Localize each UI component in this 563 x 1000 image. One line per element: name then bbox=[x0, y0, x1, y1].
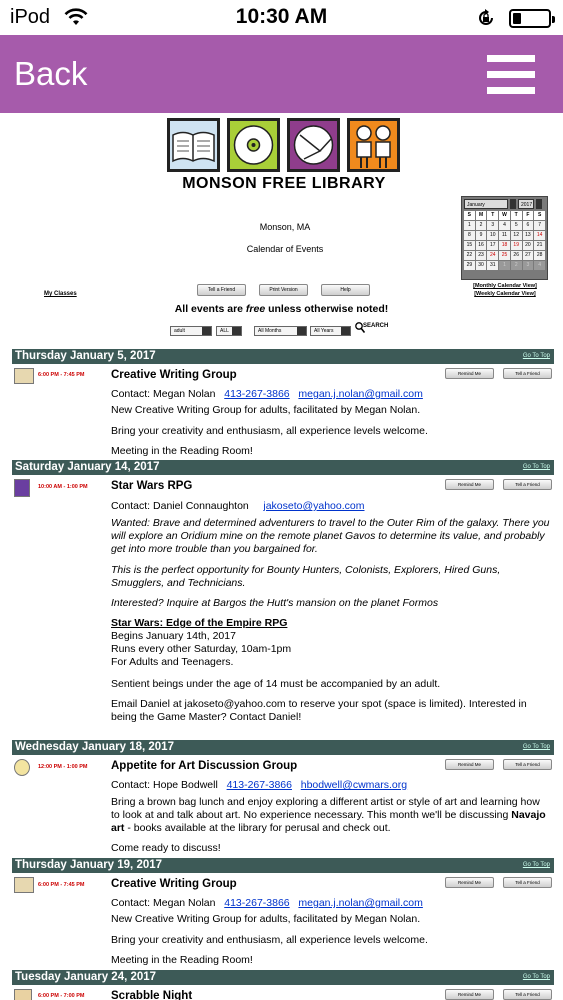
calendar-day[interactable]: 11 bbox=[499, 231, 510, 240]
phone-link[interactable]: 413-267-3866 bbox=[224, 388, 290, 400]
calendar-day[interactable]: 4 bbox=[534, 261, 545, 270]
tell-friend-button[interactable]: Tell a Friend bbox=[503, 877, 552, 888]
calendar-day[interactable]: 17 bbox=[487, 241, 498, 250]
calendar-day[interactable]: 30 bbox=[476, 261, 487, 270]
calendar-day[interactable]: 1 bbox=[464, 221, 475, 230]
calendar-day[interactable]: 5 bbox=[511, 221, 522, 230]
email-link[interactable]: hbodwell@cwmars.org bbox=[300, 779, 408, 791]
carrier-label: iPod bbox=[10, 6, 51, 28]
remind-me-button[interactable]: Remind Me bbox=[445, 368, 494, 379]
event-description: Sentient beings under the age of 14 must be accompanied by an adult. bbox=[111, 678, 441, 690]
tell-friend-button[interactable]: Tell a Friend bbox=[503, 368, 552, 379]
go-to-top-link[interactable]: Go To Top bbox=[522, 744, 550, 750]
calendar-day-header: S bbox=[534, 211, 545, 220]
calendar-day[interactable]: 20 bbox=[523, 241, 534, 250]
event-contact: Contact: Hope Bodwell 413-267-3866 hbodwell@cwmars.org bbox=[111, 779, 408, 791]
event-description: Meeting in the Reading Room! bbox=[111, 954, 253, 966]
tell-friend-button[interactable]: Tell a Friend bbox=[503, 479, 552, 490]
battery-icon bbox=[509, 9, 551, 28]
back-button[interactable]: Back bbox=[14, 55, 88, 92]
library-logo[interactable] bbox=[167, 118, 401, 190]
event-date: Thursday January 19, 2017 bbox=[15, 859, 163, 871]
go-to-top-link[interactable]: Go To Top bbox=[522, 974, 550, 980]
calendar-day[interactable]: 16 bbox=[476, 241, 487, 250]
next-month-icon[interactable] bbox=[536, 199, 542, 209]
event-description: Meeting in the Reading Room! bbox=[111, 445, 253, 457]
event-time: 6:00 PM - 7:45 PM bbox=[38, 372, 85, 378]
event-date-header bbox=[12, 460, 554, 475]
calendar-day[interactable]: 14 bbox=[534, 231, 545, 240]
event-title[interactable]: Scrabble Night bbox=[111, 990, 193, 1000]
months-select[interactable]: All Months bbox=[254, 326, 307, 336]
city-label: Monson, MA bbox=[259, 222, 311, 232]
remind-me-button[interactable]: Remind Me bbox=[445, 479, 494, 490]
event-description: This is the perfect opportunity for Bounty Hunters, Colonists, Explorers, Hired Guns, Smugglers, and Technicians. bbox=[111, 564, 501, 589]
calendar-day-header: W bbox=[499, 211, 510, 220]
event-date-header bbox=[12, 858, 554, 873]
game-icon bbox=[14, 479, 30, 497]
calendar-day[interactable]: 31 bbox=[487, 261, 498, 270]
calendar-day[interactable]: 18 bbox=[499, 241, 510, 250]
library-name: MONSON FREE LIBRARY bbox=[182, 175, 386, 192]
event-description: Email Daniel at jakoseto@yahoo.com to reserve your spot (space is limited). Interested in being the Game Master? Contact Daniel! bbox=[111, 698, 527, 723]
calendar-day[interactable]: 3 bbox=[487, 221, 498, 230]
calendar-day[interactable]: 10 bbox=[487, 231, 498, 240]
calendar-day[interactable]: 3 bbox=[523, 261, 534, 270]
calendar-grid bbox=[464, 211, 545, 270]
event-date: Saturday January 14, 2017 bbox=[15, 461, 160, 473]
event-contact: Contact: Megan Nolan 413-267-3866 megan.j.nolan@gmail.com bbox=[111, 388, 423, 400]
calendar-day[interactable]: 1 bbox=[499, 261, 510, 270]
event-time: 6:00 PM - 7:00 PM bbox=[38, 993, 85, 999]
calendar-day[interactable]: 9 bbox=[476, 231, 487, 240]
event-date-header bbox=[12, 970, 554, 985]
calendar-day[interactable]: 23 bbox=[476, 251, 487, 260]
event-contact: Contact: Megan Nolan 413-267-3866 megan.j.nolan@gmail.com bbox=[111, 897, 423, 909]
scrabble-tile-icon bbox=[14, 989, 32, 1000]
globe-icon bbox=[287, 118, 340, 172]
event-date: Wednesday January 18, 2017 bbox=[15, 741, 174, 753]
remind-me-button[interactable]: Remind Me bbox=[445, 989, 494, 1000]
monthly-calendar-link[interactable]: [Monthly Calendar View] bbox=[473, 283, 537, 289]
phone-link[interactable]: 413-267-3866 bbox=[226, 779, 292, 791]
disc-icon bbox=[227, 118, 280, 172]
event-date-header bbox=[12, 349, 554, 364]
event-date-header bbox=[12, 740, 554, 755]
status-bar bbox=[0, 0, 563, 35]
calendar-day-header: T bbox=[511, 211, 522, 220]
phone-link[interactable]: 413-267-3866 bbox=[224, 897, 290, 909]
calendar-day[interactable]: 2 bbox=[476, 221, 487, 230]
typewriter-icon bbox=[14, 877, 34, 893]
event-description: Star Wars: Edge of the Empire RPG Begins January 14th, 2017 Runs every other Saturday, 10am-1pm For Adults and Teenagers. bbox=[111, 617, 292, 668]
calendar-day[interactable]: 12 bbox=[511, 231, 522, 240]
mini-calendar bbox=[461, 196, 548, 280]
email-link[interactable]: megan.j.nolan@gmail.com bbox=[298, 388, 423, 400]
go-to-top-link[interactable]: Go To Top bbox=[522, 862, 550, 868]
audience-select[interactable]: adult bbox=[170, 326, 212, 336]
event-time: 6:00 PM - 7:45 PM bbox=[38, 882, 85, 888]
palette-icon bbox=[14, 759, 30, 776]
calendar-day[interactable]: 26 bbox=[511, 251, 522, 260]
calendar-day-header: M bbox=[476, 211, 487, 220]
event-description: Come ready to discuss! bbox=[111, 842, 221, 854]
clock: 10:30 AM bbox=[235, 5, 328, 28]
page-title: Calendar of Events bbox=[246, 244, 324, 254]
go-to-top-link[interactable]: Go To Top bbox=[522, 464, 550, 470]
event-description: Bring your creativity and enthusiasm, all experience levels welcome. bbox=[111, 934, 428, 946]
calendar-day[interactable]: 25 bbox=[499, 251, 510, 260]
event-description: New Creative Writing Group for adults, facilitated by Megan Nolan. bbox=[111, 404, 421, 416]
search-label[interactable]: SEARCH bbox=[363, 323, 389, 329]
calendar-day[interactable]: 19 bbox=[511, 241, 522, 250]
tell-friend-button[interactable]: Tell a Friend bbox=[503, 989, 552, 1000]
calendar-day[interactable]: 28 bbox=[534, 251, 545, 260]
calendar-day[interactable]: 29 bbox=[464, 261, 475, 270]
event-date: Tuesday January 24, 2017 bbox=[15, 971, 157, 983]
event-title[interactable]: Star Wars RPG bbox=[111, 480, 193, 492]
rotation-lock-icon bbox=[476, 8, 496, 28]
print-version-button[interactable]: Print Version bbox=[259, 284, 308, 296]
email-link[interactable]: megan.j.nolan@gmail.com bbox=[298, 897, 423, 909]
calendar-day[interactable]: 15 bbox=[464, 241, 475, 250]
category-select[interactable]: ALL bbox=[216, 326, 242, 336]
event-description: New Creative Writing Group for adults, facilitated by Megan Nolan. bbox=[111, 913, 421, 925]
free-notice: All events are free unless otherwise noted! bbox=[174, 303, 389, 315]
month-select[interactable]: January bbox=[464, 199, 508, 209]
weekly-calendar-link[interactable]: [Weekly Calendar View] bbox=[474, 291, 536, 297]
help-button[interactable]: Help bbox=[321, 284, 370, 296]
event-description: Bring a brown bag lunch and enjoy exploring a different artist or style of art and learning how to look at and talk about art. No experience necessary. This month we'll be discussing Navajo art - books available at the library for perusal and check out. bbox=[111, 796, 546, 834]
calendar-day[interactable]: 6 bbox=[523, 221, 534, 230]
event-contact: Contact: Daniel Connaughton jakoseto@yahoo.com bbox=[111, 500, 365, 512]
nav-bar bbox=[0, 35, 563, 113]
hamburger-menu-icon[interactable] bbox=[487, 55, 535, 95]
my-classes-link[interactable]: My Classes bbox=[44, 291, 77, 297]
calendar-day-header: T bbox=[487, 211, 498, 220]
calendar-day[interactable]: 27 bbox=[523, 251, 534, 260]
calendar-day[interactable]: 13 bbox=[523, 231, 534, 240]
event-title[interactable]: Appetite for Art Discussion Group bbox=[111, 760, 298, 772]
event-date: Thursday January 5, 2017 bbox=[15, 350, 156, 362]
year-select[interactable]: 2017 bbox=[518, 199, 534, 209]
remind-me-button[interactable]: Remind Me bbox=[445, 759, 494, 770]
calendar-day[interactable]: 7 bbox=[534, 221, 545, 230]
years-select[interactable]: All Years bbox=[310, 326, 351, 336]
calendar-day[interactable]: 24 bbox=[487, 251, 498, 260]
event-title[interactable]: Creative Writing Group bbox=[111, 369, 237, 381]
remind-me-button[interactable]: Remind Me bbox=[445, 877, 494, 888]
prev-month-icon[interactable] bbox=[510, 199, 516, 209]
email-link[interactable]: jakoseto@yahoo.com bbox=[263, 500, 365, 512]
event-title[interactable]: Creative Writing Group bbox=[111, 878, 237, 890]
tell-friend-button[interactable]: Tell a Friend bbox=[197, 284, 246, 296]
calendar-day[interactable]: 2 bbox=[511, 261, 522, 270]
calendar-day[interactable]: 4 bbox=[499, 221, 510, 230]
typewriter-icon bbox=[14, 368, 34, 384]
calendar-day[interactable]: 8 bbox=[464, 231, 475, 240]
calendar-day-header: F bbox=[523, 211, 534, 220]
calendar-day[interactable]: 22 bbox=[464, 251, 475, 260]
tell-friend-button[interactable]: Tell a Friend bbox=[503, 759, 552, 770]
go-to-top-link[interactable]: Go To Top bbox=[522, 353, 550, 359]
event-time: 10:00 AM - 1:00 PM bbox=[38, 484, 88, 490]
calendar-day-header: S bbox=[464, 211, 475, 220]
calendar-day[interactable]: 21 bbox=[534, 241, 545, 250]
people-icon bbox=[347, 118, 400, 172]
event-description: Interested? Inquire at Bargos the Hutt's mansion on the planet Formos bbox=[111, 597, 439, 609]
book-icon bbox=[167, 118, 220, 172]
event-description: Wanted: Brave and determined adventurers to travel to the Outer Rim of the galaxy. There you will explore an Oridium mine on the remote planet Gavos to determine its value, and probably get into more trouble than you bargained for. bbox=[111, 517, 550, 555]
event-description: Bring your creativity and enthusiasm, all experience levels welcome. bbox=[111, 425, 428, 437]
event-time: 12:00 PM - 1:00 PM bbox=[38, 764, 88, 770]
